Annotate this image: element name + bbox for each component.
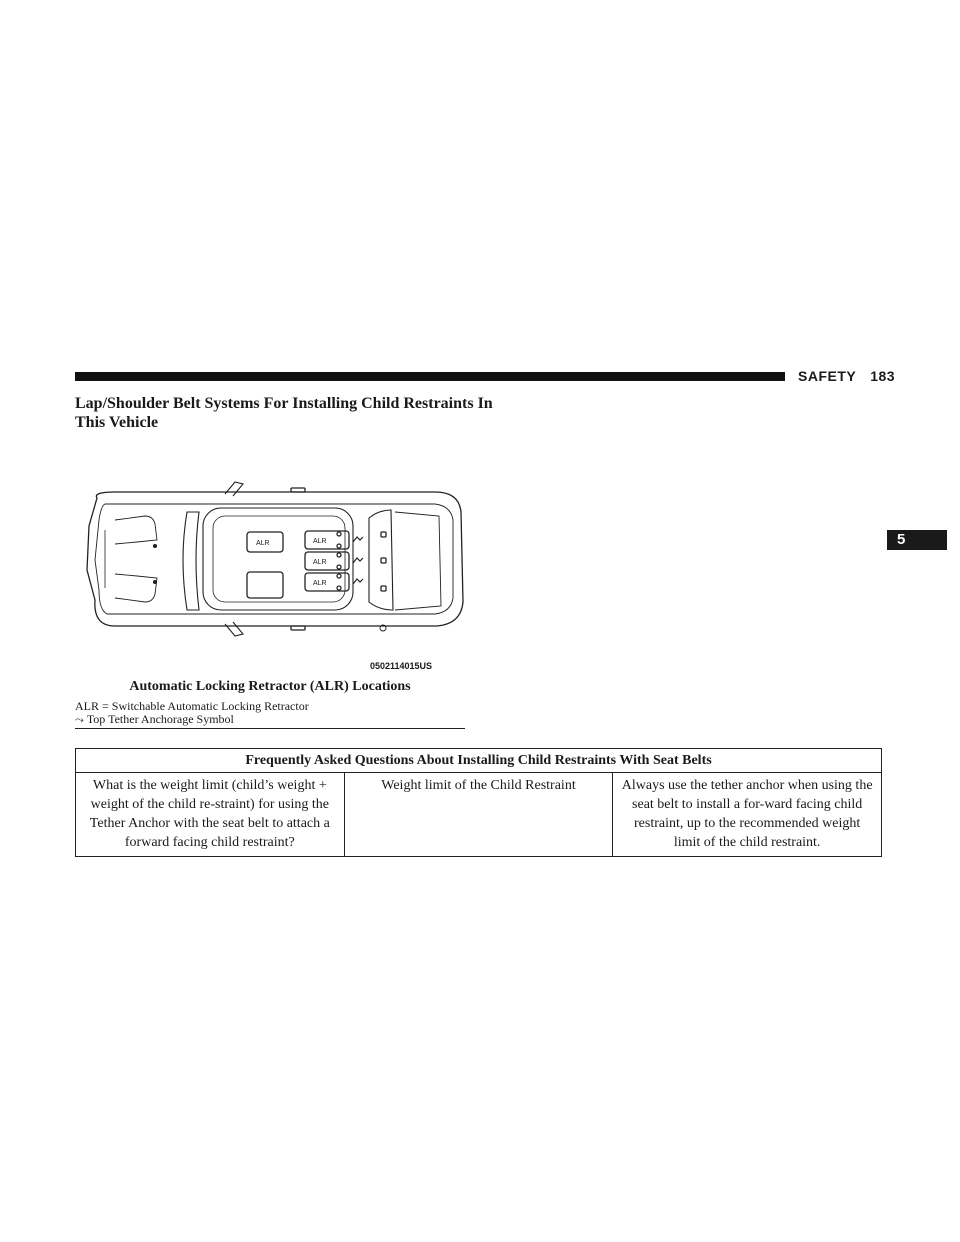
tether-symbol-icon: ⤳ [75,714,84,726]
alr-label-rear-center: ALR [313,559,327,566]
vehicle-body-outline [87,492,463,626]
vehicle-top-view-diagram [75,470,475,675]
figure-legend [75,700,465,729]
legend-tether-text: Top Tether Anchorage Symbol [86,712,234,726]
faq-criterion: Weight limit of the Child Restraint [344,773,613,857]
chapter-tab: 5 [887,530,947,550]
faq-table-title: Frequently Asked Questions About Installing Child Restraints With Seat Belts [76,749,882,773]
faq-question: What is the weight limit (child’s weight + weight of the child re-straint) for using the Tether Anchor with the seat belt to attach a forward facing child restraint? [76,773,345,857]
header-rule [75,372,785,381]
side-mirror-right [225,622,243,636]
table-row [76,773,882,857]
faq-table [75,748,882,857]
rear-seat-left [305,531,349,549]
figure-caption: Automatic Locking Retractor (ALR) Locations [129,679,411,694]
page-number: 183 [870,368,896,384]
cabin-roof [203,508,353,610]
side-mirror-left [225,482,243,496]
faq-answer: Always use the tether anchor when using the seat belt to install a for-ward facing child restraint, up to the recommended weight limit of the child restraint. [613,773,882,857]
running-header [798,368,895,384]
rear-seat-right [305,573,349,591]
section-title: Lap/Shoulder Belt Systems For Installing Child Restraints In This Vehicle [75,395,493,431]
alr-label-front: ALR [256,540,270,547]
alr-label-rear-left: ALR [313,538,327,545]
front-seat-blank [247,572,283,598]
alr-label-rear-right: ALR [313,580,327,587]
tether-anchor-icon [353,537,363,584]
legend-tether [75,713,465,727]
header-section: SAFETY [798,368,857,384]
windshield [183,512,199,610]
legend-alr: ALR = Switchable Automatic Locking Retractor [75,699,309,713]
figure-id: 0502114015US [370,661,433,671]
rear-seat-center [305,552,349,570]
